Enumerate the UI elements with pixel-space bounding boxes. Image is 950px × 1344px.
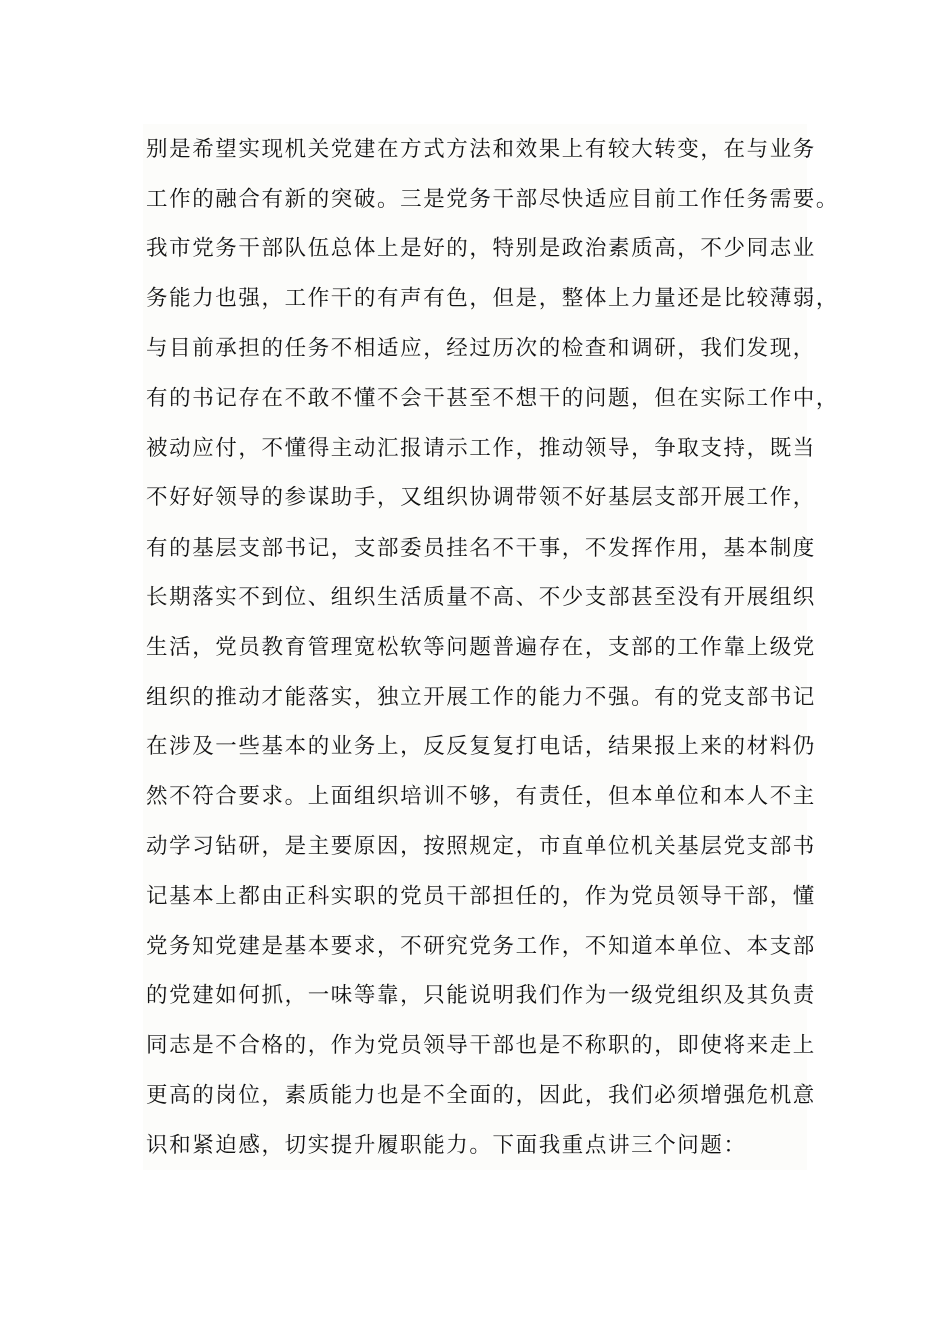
text-line: 我市党务干部队伍总体上是好的，特别是政治素质高，不少同志业 [146,236,816,261]
text-line: 组织的推动才能落实，独立开展工作的能力不强。有的党支部书记 [146,685,816,710]
text-line: 在涉及一些基本的业务上，反反复复打电话，结果报上来的材料仍 [146,734,816,759]
text-line: 党务知党建是基本要求，不研究党务工作，不知道本单位、本支部 [146,934,816,959]
text-block [143,124,840,1170]
text-line: 有的书记存在不敢不懂不会干甚至不想干的问题，但在实际工作中， [146,386,840,411]
text-line: 务能力也强，工作干的有声有色，但是，整体上力量还是比较薄弱， [146,286,840,311]
text-line: 的党建如何抓，一味等靠，只能说明我们作为一级党组织及其负责 [146,983,816,1008]
text-line: 不好好领导的参谋助手，又组织协调带领不好基层支部开展工作， [146,485,816,510]
text-line: 然不符合要求。上面组织培训不够，有责任，但本单位和本人不主 [146,784,816,809]
text-line: 别是希望实现机关党建在方式方法和效果上有较大转变，在与业务 [146,137,816,162]
text-line: 记基本上都由正科实职的党员干部担任的，作为党员领导干部，懂 [146,884,816,909]
text-line: 长期落实不到位、组织生活质量不高、不少支部甚至没有开展组织 [146,585,816,610]
text-line: 更高的岗位，素质能力也是不全面的，因此，我们必须增强危机意 [146,1083,816,1108]
text-line: 动学习钻研，是主要原因，按照规定，市直单位机关基层党支部书 [146,834,816,859]
text-line: 工作的融合有新的突破。三是党务干部尽快适应目前工作任务需要。 [146,187,840,212]
text-line: 生活，党员教育管理宽松软等问题普遍存在，支部的工作靠上级党 [146,635,816,660]
text-line: 同志是不合格的，作为党员领导干部也是不称职的，即使将来走上 [146,1033,816,1058]
text-line: 与目前承担的任务不相适应，经过历次的检查和调研，我们发现， [146,336,816,361]
text-line: 被动应付，不懂得主动汇报请示工作，推动领导，争取支持，既当 [146,436,816,461]
text-line: 识和紧迫感，切实提升履职能力。下面我重点讲三个问题： [146,1133,747,1158]
text-line: 有的基层支部书记，支部委员挂名不干事，不发挥作用，基本制度 [146,536,816,561]
